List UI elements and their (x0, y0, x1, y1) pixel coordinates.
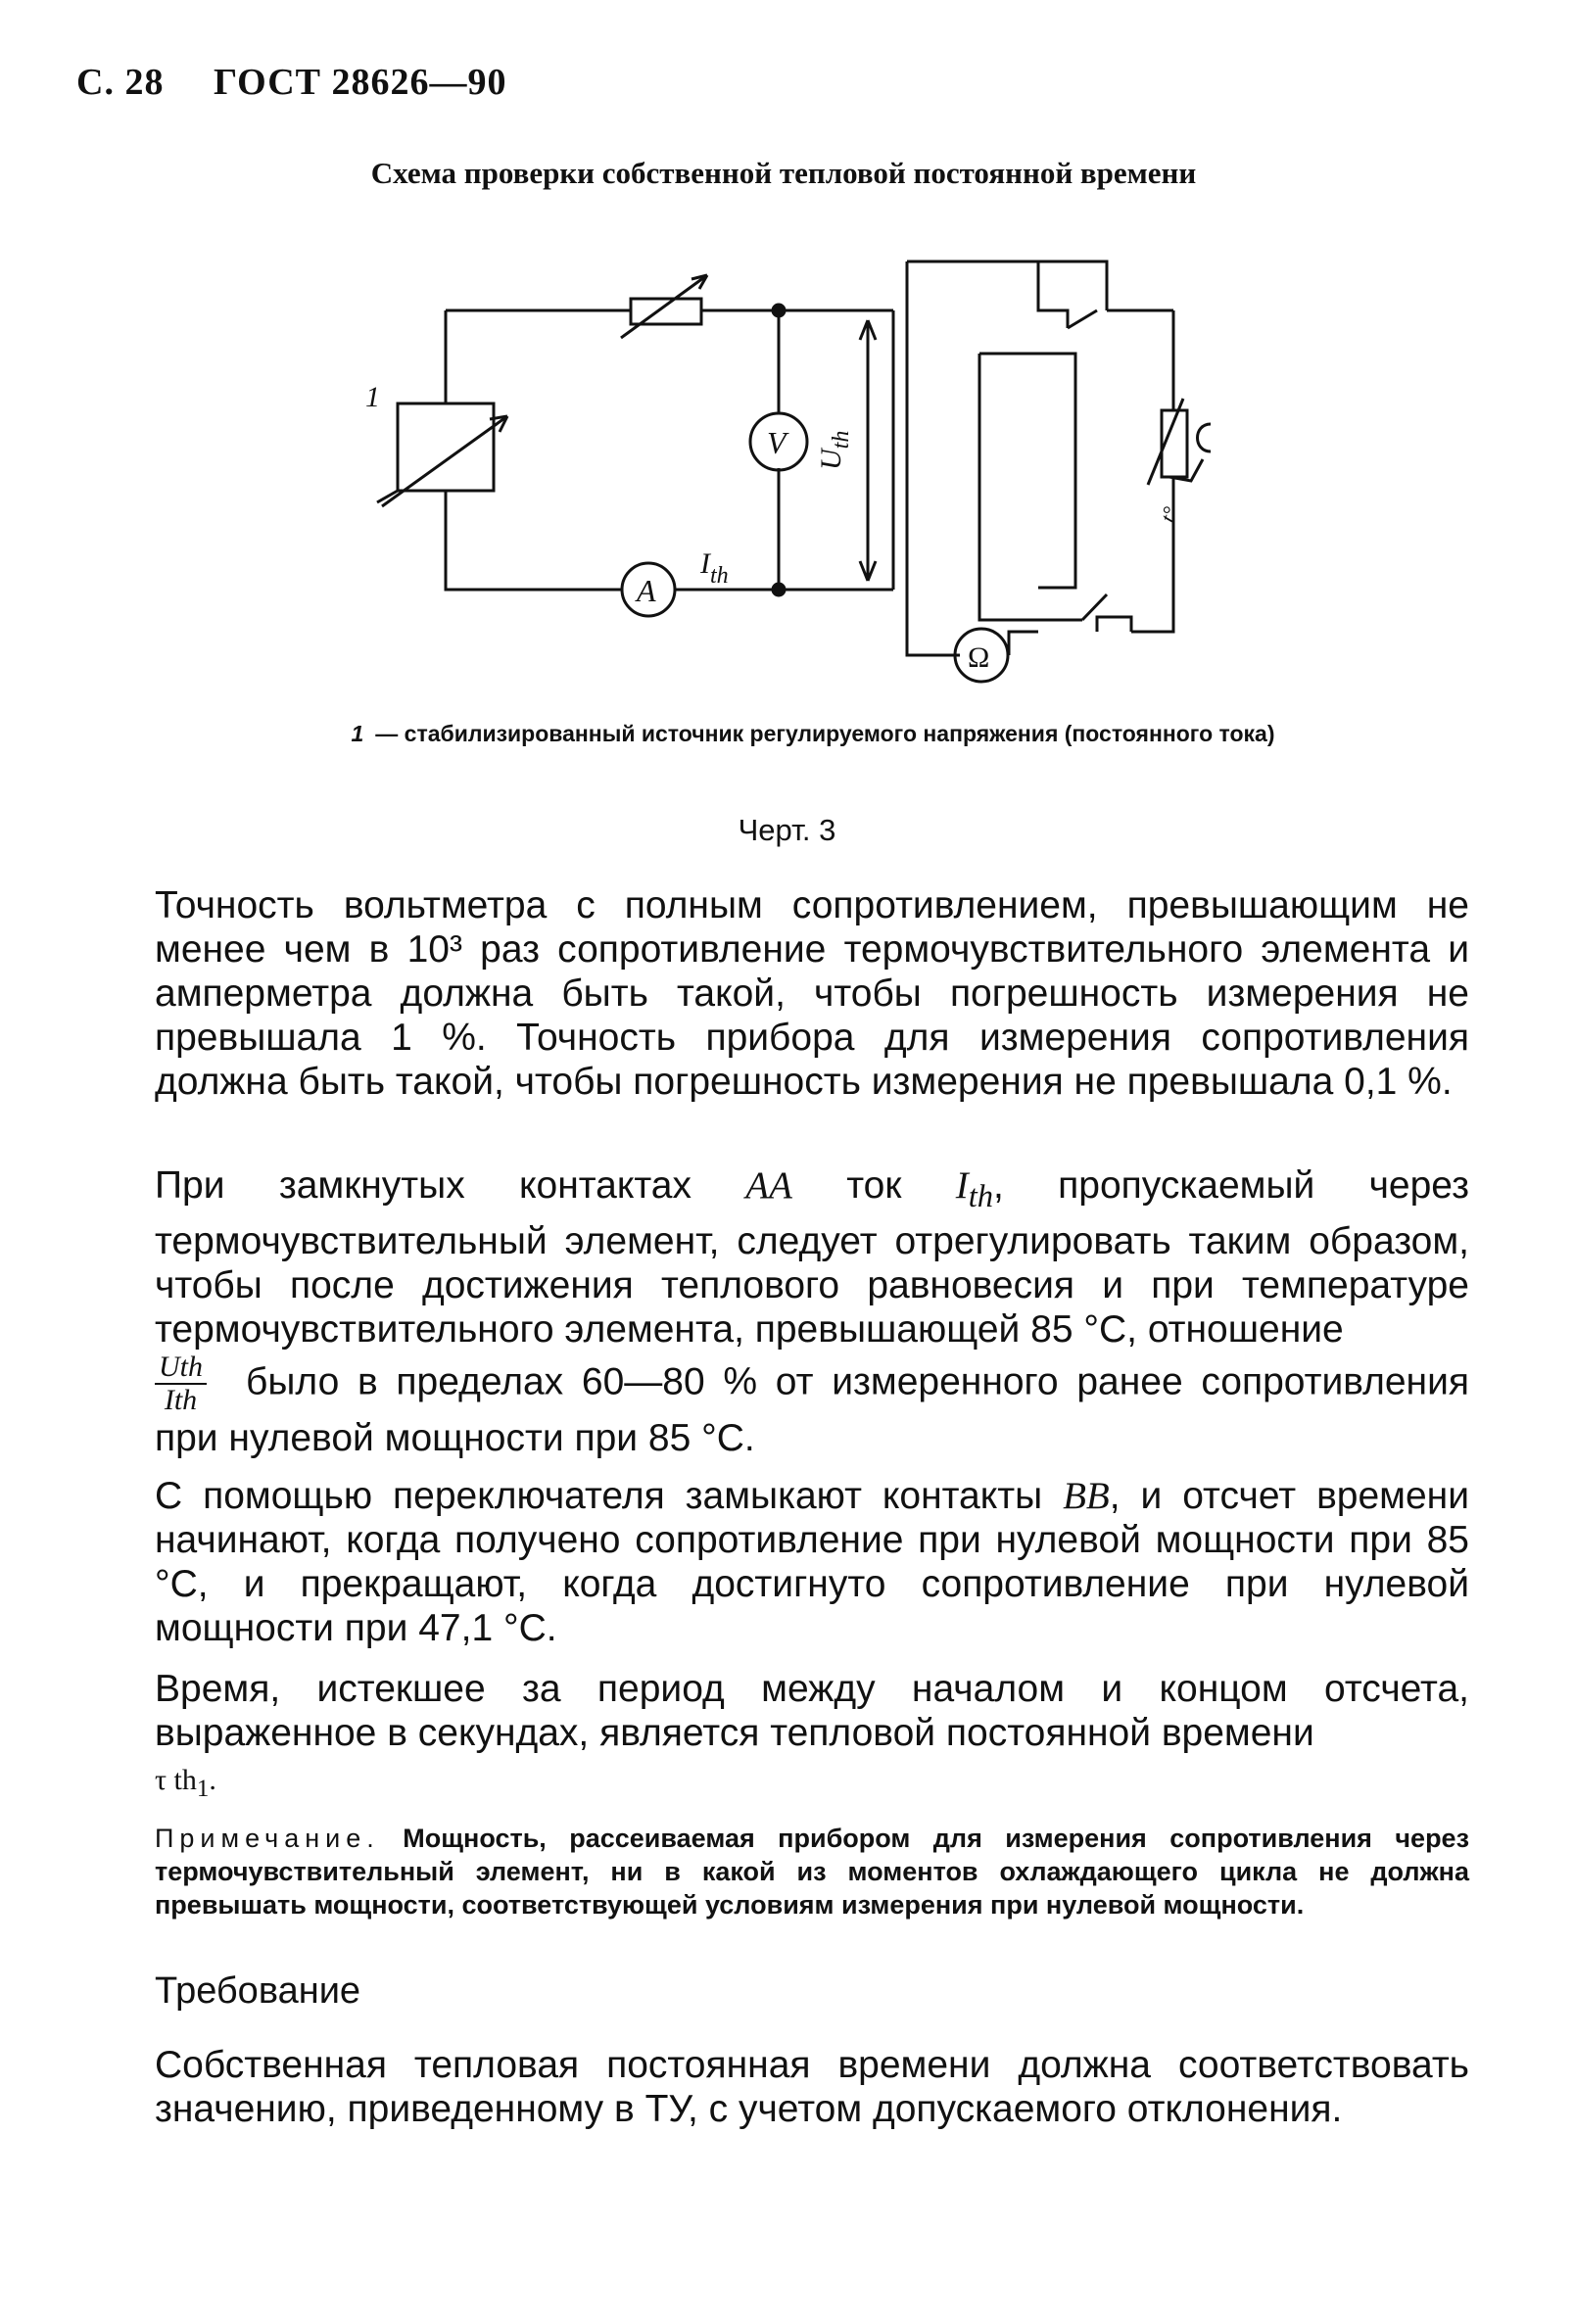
paragraph-switch (155, 1474, 1469, 1650)
voltage-arrow (860, 320, 876, 581)
voltage-label: $U_{th}$ (815, 430, 854, 470)
variable-resistor (621, 275, 707, 338)
note-text: Мощность, рассеиваемая прибором для измерения сопротивления через термочувствительный элемент, ни в какой из моментов охлаждающего цикла не должна превышать мощности, соответствующей условиям измерения при нулевой мощности. (155, 1824, 1469, 1920)
paragraph-accuracy: Точность вольтметра с полным сопротивлением, превышающим не менее чем в 10³ раз сопротивление термочувствительного элемента и амперметра должна быть такой, чтобы погрешность измерения не превышала 1 %. Точность прибора для измерения сопротивления должна быть такой, чтобы погрешность измерения не превышала 0,1 %. (155, 884, 1469, 1103)
paragraph-time (155, 1667, 1469, 1811)
p3-text-a: С помощью переключателя замыкают контакты (155, 1475, 1064, 1517)
voltmeter-label: V (767, 425, 787, 460)
current-label: $I_{th}$ (700, 547, 729, 589)
p2-text-b: ток (791, 1164, 956, 1207)
ratio-numerator: Uth (155, 1352, 207, 1385)
contact-lower (979, 354, 1173, 632)
ammeter-label: A (637, 573, 656, 608)
ratio-denominator: Ith (164, 1383, 198, 1416)
note (155, 1822, 1469, 1921)
contacts-bb: ВВ (1063, 1475, 1110, 1517)
thermistor (1148, 399, 1211, 485)
thermistor-temp-label: t° (1155, 503, 1183, 526)
contacts-aa: АА (745, 1164, 792, 1207)
voltage-source (377, 403, 507, 506)
p3-text-b: , и отсчет времени начинают, когда получено сопротивление при нулевой мощности при 85 °С, и прекращают, когда достигнуто сопротивление при нулевой мощности при 47,1 °С. (155, 1475, 1469, 1649)
note-label: Примечание. (155, 1824, 380, 1853)
figure-title: Схема проверки собственной тепловой постоянной времени (370, 156, 1197, 190)
ohmmeter-label: Ω (968, 641, 990, 674)
page-number: С. 28 (76, 62, 165, 103)
p2-text-d: было в пределах 60—80 % от измеренного ранее сопротивления при нулевой мощности при 85 °С. (155, 1360, 1469, 1459)
figure-caption: Черт. 3 (738, 813, 836, 847)
tau-symbol: τ $th_1$. (155, 1764, 216, 1802)
p2-text-c: , пропускаемый через термочувствительный элемент, следует отрегулировать таким образом, чтобы после достижения теплового равновесия и при температуре термочувствительного элемента, превышающей 85 °С, отношение (155, 1164, 1469, 1351)
legend-number: 1 (351, 721, 364, 746)
figure-legend (343, 719, 1283, 748)
junction-top (773, 305, 785, 316)
circuit-diagram (353, 250, 1215, 690)
junction-bottom (773, 584, 785, 595)
p2-text-a: При замкнутых контактах (155, 1164, 746, 1207)
source-label: 1 (365, 381, 380, 413)
legend-text: — стабилизированный источник регулируемого напряжения (постоянного тока) (375, 721, 1275, 746)
paragraph-current-setup (155, 1163, 1469, 1460)
page-header (76, 61, 507, 104)
p4-text: Время, истекшее за период между началом и концом отсчета, выраженное в секундах, является тепловой постоянной времени (155, 1668, 1469, 1754)
right-outer-frame (907, 261, 960, 655)
requirement-heading: Требование (155, 1970, 361, 2012)
standard-id: ГОСТ 28626—90 (213, 62, 507, 103)
current-symbol: $I_{th}$ (955, 1164, 994, 1214)
wire-upper-right (907, 261, 1107, 291)
wire-lower-outer (1009, 632, 1038, 655)
wire-left-lower (446, 491, 622, 590)
requirement-text: Собственная тепловая постоянная времени должна соответствовать значению, приведенному в ТУ, с учетом допускаемого отклонения. (155, 2044, 1469, 2130)
ratio-fraction (155, 1352, 207, 1416)
